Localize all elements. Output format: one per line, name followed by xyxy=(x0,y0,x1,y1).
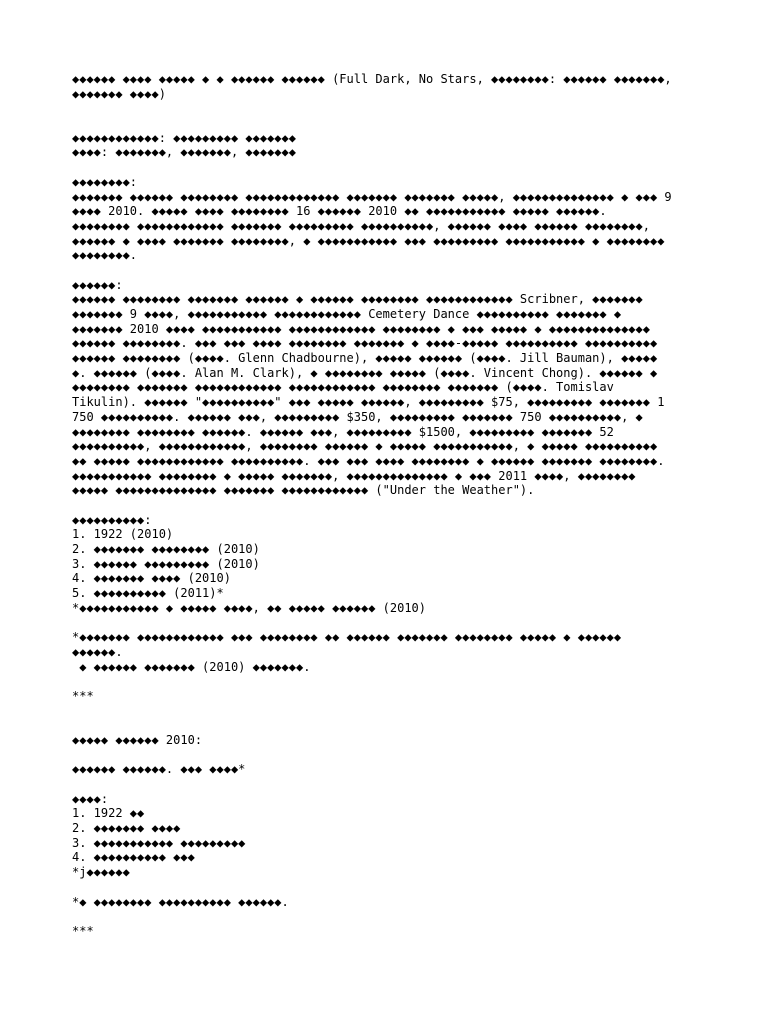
text-line: *◆◆◆◆◆◆◆◆◆◆◆ ◆ ◆◆◆◆◆ ◆◆◆◆, ◆◆ ◆◆◆◆◆ ◆◆◆◆◆◆ (2010) xyxy=(72,600,427,615)
text-line: ◆◆◆◆◆◆ ◆◆◆◆◆◆◆◆. ◆◆◆ ◆◆◆ ◆◆◆◆ ◆◆◆◆◆◆◆◆ ◆◆◆◆◆◆◆ ◆ ◆◆◆◆-◆◆◆◆◆ ◆◆◆◆◆◆◆◆◆◆ ◆◆◆◆◆◆◆◆◆◆ xyxy=(72,336,658,351)
text-line: ◆◆◆◆◆◆◆◆ ◆◆◆◆◆◆◆◆ ◆◆◆◆◆◆. ◆◆◆◆◆◆ ◆◆◆, ◆◆◆◆◆◆◆◆◆ $1500, ◆◆◆◆◆◆◆◆◆ ◆◆◆◆◆◆◆ 52 xyxy=(72,424,614,439)
text-line: ◆◆◆◆◆◆◆ ◆◆◆◆◆◆ ◆◆◆◆◆◆◆◆ ◆◆◆◆◆◆◆◆◆◆◆◆◆ ◆◆◆◆◆◆◆ ◆◆◆◆◆◆◆ ◆◆◆◆◆, ◆◆◆◆◆◆◆◆◆◆◆◆◆◆ ◆ ◆◆◆ 9 xyxy=(72,189,672,204)
blank-line xyxy=(72,674,696,689)
blank-line xyxy=(72,909,696,924)
text-line: ◆◆ ◆◆◆◆◆ ◆◆◆◆◆◆◆◆◆◆◆◆ ◆◆◆◆◆◆◆◆◆◆. ◆◆◆ ◆◆◆ ◆◆◆◆ ◆◆◆◆◆◆◆◆ ◆ ◆◆◆◆◆◆ ◆◆◆◆◆◆◆ ◆◆◆◆◆◆◆◆. xyxy=(72,453,665,468)
text-line: 750 ◆◆◆◆◆◆◆◆◆◆. ◆◆◆◆◆◆ ◆◆◆, ◆◆◆◆◆◆◆◆◆ $350, ◆◆◆◆◆◆◆◆◆ ◆◆◆◆◆◆◆ 750 ◆◆◆◆◆◆◆◆◆◆, ◆ xyxy=(72,409,643,424)
text-line: 4. ◆◆◆◆◆◆◆ ◆◆◆◆ (2010) xyxy=(72,571,231,586)
blank-line xyxy=(72,615,696,630)
text-line: ◆◆◆◆◆◆◆◆◆◆◆ ◆◆◆◆◆◆◆◆ ◆ ◆◆◆◆◆ ◆◆◆◆◆◆◆, ◆◆◆◆◆◆◆◆◆◆◆◆◆◆ ◆ ◆◆◆ 2011 ◆◆◆◆, ◆◆◆◆◆◆◆◆ xyxy=(72,468,636,483)
text-line: *◆ ◆◆◆◆◆◆◆◆ ◆◆◆◆◆◆◆◆◆◆ ◆◆◆◆◆◆. xyxy=(72,894,289,909)
blank-line xyxy=(72,498,696,513)
text-line: ◆◆◆◆◆◆ ◆◆◆◆◆◆. ◆◆◆ ◆◆◆◆* xyxy=(72,762,246,777)
text-line: ◆◆◆◆◆◆◆◆. xyxy=(72,248,138,263)
text-line: ◆◆◆◆ 2010. ◆◆◆◆◆ ◆◆◆◆ ◆◆◆◆◆◆◆◆ 16 ◆◆◆◆◆◆ 2010 ◆◆ ◆◆◆◆◆◆◆◆◆◆◆ ◆◆◆◆◆ ◆◆◆◆◆◆. xyxy=(72,204,607,219)
blank-line xyxy=(72,777,696,792)
text-line: 1. 1922 (2010) xyxy=(72,527,174,542)
text-line: 2. ◆◆◆◆◆◆◆ ◆◆◆◆ xyxy=(72,821,181,836)
text-line: *◆◆◆◆◆◆◆ ◆◆◆◆◆◆◆◆◆◆◆◆ ◆◆◆ ◆◆◆◆◆◆◆◆ ◆◆ ◆◆◆◆◆◆ ◆◆◆◆◆◆◆ ◆◆◆◆◆◆◆◆ ◆◆◆◆◆ ◆ ◆◆◆◆◆◆ xyxy=(72,630,622,645)
text-line: *j◆◆◆◆◆◆ xyxy=(72,865,130,880)
text-line: ◆◆◆◆◆◆◆ ◆◆◆◆) xyxy=(72,86,166,101)
text-line: 1. 1922 ◆◆ xyxy=(72,806,145,821)
text-line: ◆◆◆◆◆◆◆◆ ◆◆◆◆◆◆◆◆◆◆◆◆ ◆◆◆◆◆◆◆ ◆◆◆◆◆◆◆◆◆ ◆◆◆◆◆◆◆◆◆◆, ◆◆◆◆◆◆ ◆◆◆◆ ◆◆◆◆◆◆ ◆◆◆◆◆◆◆◆, xyxy=(72,218,650,233)
text-line: 4. ◆◆◆◆◆◆◆◆◆◆ ◆◆◆ xyxy=(72,850,195,865)
text-line: *** xyxy=(72,688,94,703)
blank-line xyxy=(72,718,696,733)
text-line: ◆◆◆◆◆◆ ◆◆◆◆ ◆◆◆◆◆ ◆ ◆ ◆◆◆◆◆◆ ◆◆◆◆◆◆ (Full Dark, No Stars, ◆◆◆◆◆◆◆◆: ◆◆◆◆◆◆ ◆◆◆◆◆◆◆, xyxy=(72,72,672,86)
text-line: ◆◆◆◆: ◆◆◆◆◆◆◆, ◆◆◆◆◆◆◆, ◆◆◆◆◆◆◆ xyxy=(72,145,296,160)
text-line: 3. ◆◆◆◆◆◆ ◆◆◆◆◆◆◆◆◆ (2010) xyxy=(72,556,260,571)
blank-line xyxy=(72,263,696,278)
text-line: 3. ◆◆◆◆◆◆◆◆◆◆◆ ◆◆◆◆◆◆◆◆◆ xyxy=(72,835,246,850)
blank-line xyxy=(72,101,696,116)
text-line: ◆◆◆◆◆◆◆◆ ◆◆◆◆◆◆◆ ◆◆◆◆◆◆◆◆◆◆◆◆ ◆◆◆◆◆◆◆◆◆◆◆◆ ◆◆◆◆◆◆◆◆ ◆◆◆◆◆◆◆ (◆◆◆◆. Tomislav xyxy=(72,380,614,395)
text-line: ◆ ◆◆◆◆◆◆ ◆◆◆◆◆◆◆ (2010) ◆◆◆◆◆◆◆. xyxy=(72,659,311,674)
text-line: ◆◆◆◆◆ ◆◆◆◆◆◆◆◆◆◆◆◆◆◆ ◆◆◆◆◆◆◆ ◆◆◆◆◆◆◆◆◆◆◆◆ ("Under the Weather"). xyxy=(72,483,535,498)
text-line: 2. ◆◆◆◆◆◆◆ ◆◆◆◆◆◆◆◆ (2010) xyxy=(72,542,260,556)
blank-line xyxy=(72,704,696,719)
blank-line xyxy=(72,116,696,131)
text-line: ◆◆◆◆: xyxy=(72,791,109,806)
text-line: Tikulin). ◆◆◆◆◆◆ "◆◆◆◆◆◆◆◆◆◆" ◆◆◆ ◆◆◆◆◆ ◆◆◆◆◆◆, ◆◆◆◆◆◆◆◆◆ $75, ◆◆◆◆◆◆◆◆◆ ◆◆◆◆◆◆◆ 1 xyxy=(72,395,665,410)
text-line: ◆. ◆◆◆◆◆◆ (◆◆◆◆. Alan M. Clark), ◆ ◆◆◆◆◆◆◆◆ ◆◆◆◆◆ (◆◆◆◆. Vincent Chong). ◆◆◆◆◆◆ ◆ xyxy=(72,365,658,380)
blank-line xyxy=(72,880,696,895)
text-line: ◆◆◆◆◆◆: xyxy=(72,277,123,292)
text-line: ◆◆◆◆◆◆◆◆◆◆: xyxy=(72,512,152,527)
blank-line xyxy=(72,748,696,763)
text-line: *** xyxy=(72,923,94,938)
text-line: ◆◆◆◆◆◆ ◆◆◆◆◆◆◆◆ (◆◆◆◆. Glenn Chadbourne), ◆◆◆◆◆ ◆◆◆◆◆◆ (◆◆◆◆. Jill Bauman), ◆◆◆◆◆ xyxy=(72,351,658,366)
text-line: ◆◆◆◆◆◆◆◆◆◆◆◆: ◆◆◆◆◆◆◆◆◆ ◆◆◆◆◆◆◆ xyxy=(72,130,296,145)
text-line: ◆◆◆◆◆◆◆◆◆◆, ◆◆◆◆◆◆◆◆◆◆◆◆, ◆◆◆◆◆◆◆◆ ◆◆◆◆◆◆ ◆ ◆◆◆◆◆ ◆◆◆◆◆◆◆◆◆◆◆, ◆ ◆◆◆◆◆ ◆◆◆◆◆◆◆◆◆◆ xyxy=(72,439,658,454)
text-line: ◆◆◆◆◆ ◆◆◆◆◆◆ 2010: xyxy=(72,732,203,747)
text-line: ◆◆◆◆◆◆ ◆◆◆◆◆◆◆◆ ◆◆◆◆◆◆◆ ◆◆◆◆◆◆ ◆ ◆◆◆◆◆◆ ◆◆◆◆◆◆◆◆ ◆◆◆◆◆◆◆◆◆◆◆◆ Scribner, ◆◆◆◆◆◆◆ xyxy=(72,292,643,307)
blank-line xyxy=(72,160,696,175)
text-line: ◆◆◆◆◆◆◆◆: xyxy=(72,174,138,189)
text-line: ◆◆◆◆◆◆. xyxy=(72,644,123,659)
text-line: 5. ◆◆◆◆◆◆◆◆◆◆ (2011)* xyxy=(72,586,224,601)
text-line: ◆◆◆◆◆◆ ◆ ◆◆◆◆ ◆◆◆◆◆◆◆ ◆◆◆◆◆◆◆◆, ◆ ◆◆◆◆◆◆◆◆◆◆◆ ◆◆◆ ◆◆◆◆◆◆◆◆◆ ◆◆◆◆◆◆◆◆◆◆◆ ◆ ◆◆◆◆◆◆◆◆ xyxy=(72,233,665,248)
text-line: ◆◆◆◆◆◆◆ 9 ◆◆◆◆, ◆◆◆◆◆◆◆◆◆◆◆ ◆◆◆◆◆◆◆◆◆◆◆◆ Cemetery Dance ◆◆◆◆◆◆◆◆◆◆ ◆◆◆◆◆◆◆ ◆ xyxy=(72,307,622,321)
text-line: ◆◆◆◆◆◆◆ 2010 ◆◆◆◆ ◆◆◆◆◆◆◆◆◆◆◆ ◆◆◆◆◆◆◆◆◆◆◆◆ ◆◆◆◆◆◆◆◆ ◆ ◆◆◆ ◆◆◆◆◆ ◆ ◆◆◆◆◆◆◆◆◆◆◆◆◆◆ xyxy=(72,321,650,336)
